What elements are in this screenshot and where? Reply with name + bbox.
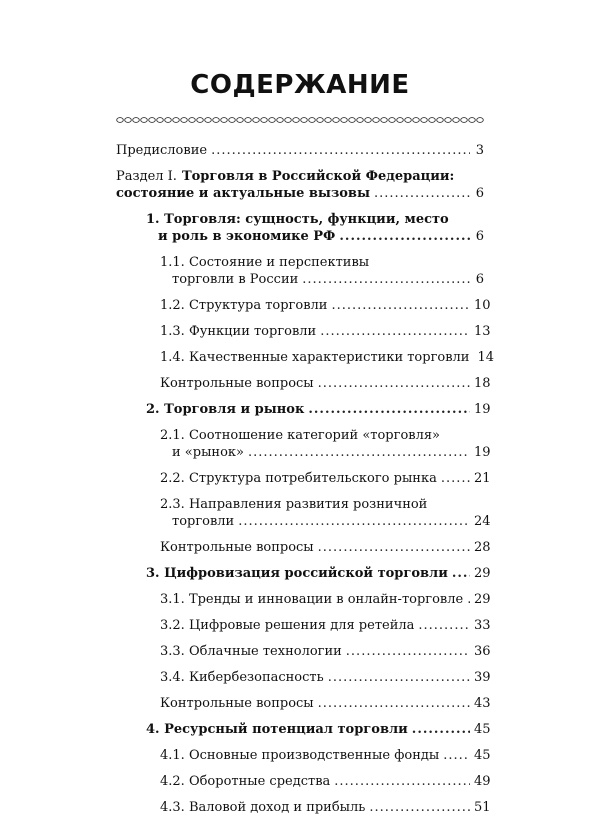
leader-dots — [308, 401, 470, 418]
toc-page-number: 49 — [474, 774, 491, 789]
toc-entry-preface[interactable] — [116, 142, 484, 159]
toc-part-title-line2: состояние и актуальные вызовы — [116, 186, 370, 201]
toc-section-title-line2: торговли в России — [172, 272, 299, 287]
toc-section-title: 2.2. Структура потребительского рынка — [160, 471, 437, 486]
toc-entry-section-2-3[interactable] — [160, 496, 491, 530]
toc-section-title: 3.1. Тренды и инновации в онлайн-торговле — [160, 592, 464, 607]
toc-entry-section-3-2[interactable] — [160, 617, 491, 634]
toc-questions-title: Контрольные вопросы — [160, 696, 314, 711]
leader-dots — [328, 669, 470, 686]
ornamental-divider — [116, 116, 484, 124]
toc-entry-chapter-4[interactable] — [146, 721, 491, 738]
toc-chapter-title-line1: 1. Торговля: сущность, функции, место — [146, 212, 449, 227]
toc-page-number: 24 — [474, 514, 491, 529]
toc-page-number: 6 — [475, 272, 484, 287]
leader-dots — [467, 591, 470, 608]
toc-chapter-title: 3. Цифровизация российской торговли — [146, 566, 448, 581]
leader-dots — [318, 375, 470, 392]
toc-section-title: 3.4. Кибербезопасность — [160, 670, 324, 685]
toc-section-title-line1: 2.3. Направления развития розничной — [160, 497, 428, 512]
toc-chapter-title-line2: и роль в экономике РФ — [158, 229, 336, 244]
toc-section-title-line1: 2.1. Соотношение категорий «торговля» — [160, 428, 441, 443]
leader-dots — [369, 799, 470, 816]
table-of-contents — [116, 142, 495, 816]
toc-part-prefix: Раздел I. — [116, 169, 177, 184]
toc-section-title-line1: 1.1. Состояние и перспективы — [160, 255, 370, 270]
toc-page-number: 45 — [474, 722, 491, 737]
toc-entry-section-1-1[interactable] — [160, 254, 484, 288]
toc-page-number: 33 — [474, 618, 491, 633]
toc-chapter-title: 2. Торговля и рынок — [146, 402, 305, 417]
toc-questions-title: Контрольные вопросы — [160, 540, 314, 555]
toc-page-number: 28 — [474, 540, 491, 555]
toc-entry-section-2-2[interactable] — [160, 470, 491, 487]
toc-section-title: 1.3. Функции торговли — [160, 324, 317, 339]
toc-page-number: 39 — [474, 670, 491, 685]
leader-dots — [412, 721, 470, 738]
toc-entry-section-4-3[interactable] — [160, 799, 491, 816]
leader-dots — [334, 773, 470, 790]
toc-entry-section-1-4[interactable] — [160, 349, 495, 366]
toc-entry-section-2-1[interactable] — [160, 427, 491, 461]
toc-entry-questions-3[interactable] — [160, 695, 491, 712]
leader-dots — [302, 271, 470, 288]
toc-entry-questions-2[interactable] — [160, 539, 491, 556]
toc-page-number: 10 — [474, 298, 491, 313]
toc-part-title-line1: Торговля в Российской Федерации: — [181, 169, 455, 184]
toc-chapter-title: 4. Ресурсный потенциал торговли — [146, 722, 408, 737]
leader-dots — [441, 470, 470, 487]
toc-section-title: 4.1. Основные производственные фонды — [160, 748, 440, 763]
leader-dots — [331, 297, 470, 314]
toc-entry-section-3-3[interactable] — [160, 643, 491, 660]
toc-entry-chapter-3[interactable] — [146, 565, 491, 582]
leader-dots — [211, 142, 470, 159]
toc-entry-section-3-1[interactable] — [160, 591, 491, 608]
toc-entry-section-4-2[interactable] — [160, 773, 491, 790]
toc-questions-title: Контрольные вопросы — [160, 376, 314, 391]
toc-entry-section-1-2[interactable] — [160, 297, 491, 314]
leader-dots — [318, 695, 470, 712]
toc-page-number: 19 — [474, 445, 491, 460]
toc-page-number: 36 — [474, 644, 491, 659]
leader-dots — [452, 565, 470, 582]
toc-page-number: 6 — [475, 229, 484, 244]
toc-section-title: 4.3. Валовой доход и прибыль — [160, 800, 366, 815]
toc-section-title: 3.3. Облачные технологии — [160, 644, 342, 659]
toc-section-title: 3.2. Цифровые решения для ретейла — [160, 618, 415, 633]
toc-section-title: 4.2. Оборотные средства — [160, 774, 331, 789]
toc-entry-chapter-2[interactable] — [146, 401, 491, 418]
toc-page-number: 3 — [475, 143, 484, 158]
toc-page-number: 29 — [474, 566, 491, 581]
toc-page-number: 6 — [475, 186, 484, 201]
toc-page-number: 19 — [474, 402, 491, 417]
leader-dots — [238, 513, 470, 530]
leader-dots — [346, 643, 470, 660]
toc-section-title: 1.4. Качественные характеристики торговли — [160, 350, 470, 365]
toc-section-title-line2: и «рынок» — [172, 445, 244, 460]
toc-page-number: 18 — [474, 376, 491, 391]
toc-entry-section-3-4[interactable] — [160, 669, 491, 686]
leader-dots — [374, 185, 470, 202]
leader-dots — [418, 617, 470, 634]
leader-dots — [248, 444, 470, 461]
toc-page-number: 45 — [474, 748, 491, 763]
toc-entry-section-1-3[interactable] — [160, 323, 491, 340]
leader-dots — [320, 323, 470, 340]
toc-entry-title: Предисловие — [116, 143, 208, 158]
toc-page-number: 51 — [474, 800, 491, 815]
leader-dots — [339, 228, 470, 245]
toc-entry-questions-1[interactable] — [160, 375, 491, 392]
toc-section-title-line2: торговли — [172, 514, 235, 529]
toc-page-number: 13 — [474, 324, 491, 339]
page-title: СОДЕРЖАНИЕ — [190, 70, 410, 100]
toc-page-number: 21 — [474, 471, 491, 486]
toc-entry-part-1[interactable] — [116, 168, 484, 202]
toc-page-number: 14 — [477, 350, 495, 365]
toc-section-title: 1.2. Структура торговли — [160, 298, 328, 313]
toc-page-number: 43 — [474, 696, 491, 711]
toc-entry-chapter-1[interactable] — [146, 211, 484, 245]
leader-dots — [318, 539, 470, 556]
toc-page-number: 29 — [474, 592, 491, 607]
